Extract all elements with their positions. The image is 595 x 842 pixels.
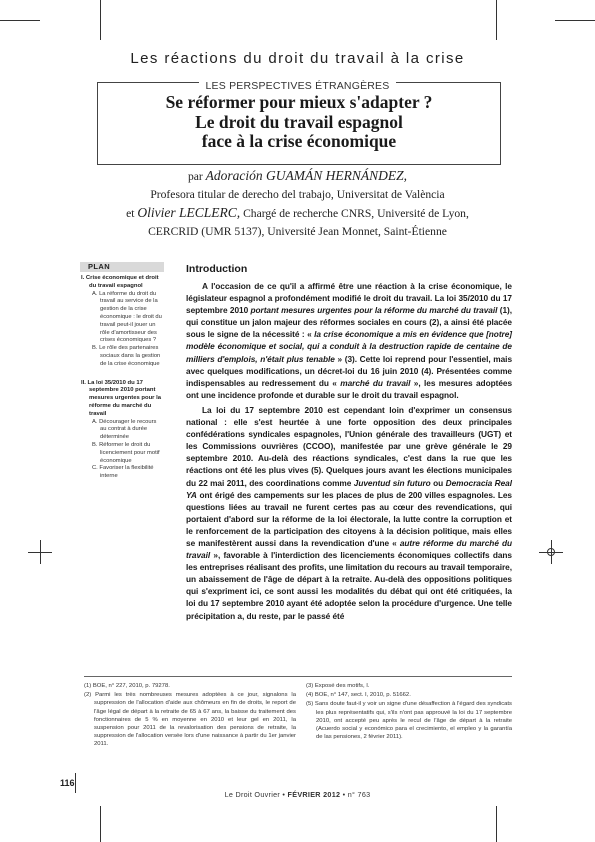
plan-item: A. Décourager le recours au contrat à durée déterminée bbox=[92, 418, 157, 441]
plan-item: B. Le rôle des partenaires sociaux dans la gestion de la crise économique bbox=[92, 345, 161, 367]
title-line: face à la crise économique bbox=[201, 131, 397, 151]
rubric-label: LES PERSPECTIVES ÉTRANGÈRES bbox=[199, 80, 397, 92]
page-footer bbox=[0, 790, 595, 799]
author-affiliation: Chargé de recherche CNRS, Université de Lyon, bbox=[243, 207, 469, 220]
crop-mark bbox=[100, 806, 101, 842]
body-paragraph: A l'occasion de ce qu'il a affirmé être une réaction à la crise économique, le législateur espagnol a profondément modifié le droit du travail. La loi 35/2010 du 17 septembre 2010 portant mesures urgentes pour la réforme du marché du travail (1), qui constitue un jalon majeur des réformes sociales en cours (2), a ainsi été placée sous le signe de la nécessité : « la crise économique a mis en évidence que [notre] modèle économique et social, qui a conduit à la destruction rapide de centaine de milliers d'emplois, n'était plus tenable » (3). Cette loi reprend pour l'essentiel, mais avec quelques modifications, un décret-loi du 16 juin 2010 (4). Présentées comme indispensables au redressement du « marché du travail », les mesures adoptées ont une incidence profonde et durable sur le droit du travail espagnol. bbox=[186, 281, 513, 400]
section-heading: Introduction bbox=[186, 263, 248, 275]
title-line: Se réformer pour mieux s'adapter ? bbox=[165, 92, 433, 112]
footnotes-right bbox=[306, 682, 512, 742]
article-title bbox=[97, 93, 501, 152]
plan-header: PLAN bbox=[80, 262, 164, 272]
plan-item: A. La réforme du droit du travail au service de la gestion de la crise économique : le droit du travail peut-il jouer un rôle d'amortisseur des crises économiques ? bbox=[92, 290, 162, 344]
body-column bbox=[186, 262, 512, 625]
footnote: (2) Parmi les très nombreuses mesures adoptées à ce jour, signalons la suppression de l'allocation d'aide aux chômeurs en fin de droits, le report de l'âge légal de départ à la retraite de 65 à 67 ans, la baisse du traitement des fonctionnaires de 5 % en moyenne en 2010 et leur gel en 2011, la suspension pour 2011 de la revalorisation des pensions de retraite, la suppression de l'allocation versée lors d'une naissance à partir du 1er janvier 2011. bbox=[84, 692, 296, 748]
author-affiliation: Profesora titular de derecho del trabajo, Universitat de València bbox=[150, 188, 445, 201]
body-paragraph: La loi du 17 septembre 2010 est cependant loin d'exprimer un consensus national : elle s'est heurtée à une forte opposition des deux principales confédérations syndicales espagnoles, l'Union générale des travailleurs (UGT) et les Commissions ouvrières (CCOO), manifestée par une grève générale le 29 septembre 2010. Au-delà des réactions syndicales, c'est dans la rue que les réactions ont été les plus vives (5). Quelques jours avant les élections municipales du 22 mai 2011, des coordinations comme Juventud sin futuro ou Democracia Real YA ont érigé des campements sur les places de plus de 200 villes espagnoles. Les questions liées au travail ne furent certes pas au cœur des revendications, qui portaient d'abord sur la réforme de la loi électorale, la lutte contre la corruption et le renforcement de la participation des citoyens à la décision politique, mais elles se manifestèrent aussi dans la revendication d'une « autre réforme du marché du travail », favorable à l'interdiction des licenciements économiques collectifs dans les entreprises réalisant des profits, une limitation du recours au travail temporaire, un abaissement de l'âge de départ à la retraite. Au-delà des oppositions politiques qui s'expriment ici, ce sont aussi les modalités du débat qui ont été critiquées, la loi du 17 septembre 2010 ayant été adoptée selon la procédure d'urgence. Une telle précipitation a, du reste, par le passé été bbox=[186, 404, 512, 621]
crop-mark bbox=[555, 20, 595, 21]
author-affiliation: CERCRID (UMR 5137), Université Jean Monnet, Saint-Étienne bbox=[148, 225, 447, 238]
footnote-rule bbox=[84, 676, 512, 677]
plan-item: B. Réformer le droit du licenciement pour motif économique bbox=[92, 441, 160, 464]
crop-mark bbox=[28, 552, 52, 553]
author-et: et bbox=[126, 207, 135, 220]
author-name: Olivier LECLERC, bbox=[137, 205, 241, 220]
footer-journal: Le Droit Ouvrier bbox=[224, 790, 281, 799]
crop-mark bbox=[496, 806, 497, 842]
crop-mark bbox=[496, 0, 497, 40]
footnote: (1) BOE, n° 227, 2010, p. 79278. bbox=[84, 683, 170, 689]
footnotes-left bbox=[84, 682, 296, 750]
plan-part: I. Crise économique et droit du travail espagnol bbox=[81, 275, 159, 289]
running-head: Les réactions du droit du travail à la crise bbox=[130, 50, 465, 67]
crop-mark bbox=[100, 0, 101, 40]
crop-mark bbox=[0, 20, 40, 21]
registration-mark bbox=[547, 548, 555, 556]
footer-bullet: • bbox=[342, 790, 346, 799]
page-number: 116 bbox=[60, 778, 75, 788]
footnote: (3) Exposé des motifs, I. bbox=[306, 683, 370, 689]
author-par: par bbox=[187, 170, 203, 183]
footer-issue: n° 763 bbox=[347, 790, 371, 799]
footer-bullet: • bbox=[282, 790, 286, 799]
plan-part: II. La loi 35/2010 du 17 septembre 2010 portant mesures urgentes pour la réforme du marché du travail bbox=[81, 379, 162, 417]
footnote: (5) Sans doute faut-il y voir un signe d'une désaffection à l'égard des syndicats les plus représentatifs qui, s'ils n'ont pas approuvé la loi du 17 septembre 2010, ont accepté peu après le recul de l'âge de départ à la retraite (Acuerdo social y económico para el crecimiento, el empleo y la garantía de las pensiones, 2 février 2011). bbox=[306, 701, 512, 741]
footer-date: FÉVRIER 2012 bbox=[287, 790, 341, 799]
plan-item: C. Favoriser la flexibilité interne bbox=[92, 465, 154, 480]
author-name: Adoración GUAMÁN HERNÁNDEZ, bbox=[205, 168, 408, 183]
author-block bbox=[60, 167, 535, 241]
plan-sidebar bbox=[80, 262, 164, 481]
title-line: Le droit du travail espagnol bbox=[195, 111, 403, 132]
footnote: (4) BOE, n° 147, sect. I, 2010, p. 51662. bbox=[306, 692, 411, 699]
